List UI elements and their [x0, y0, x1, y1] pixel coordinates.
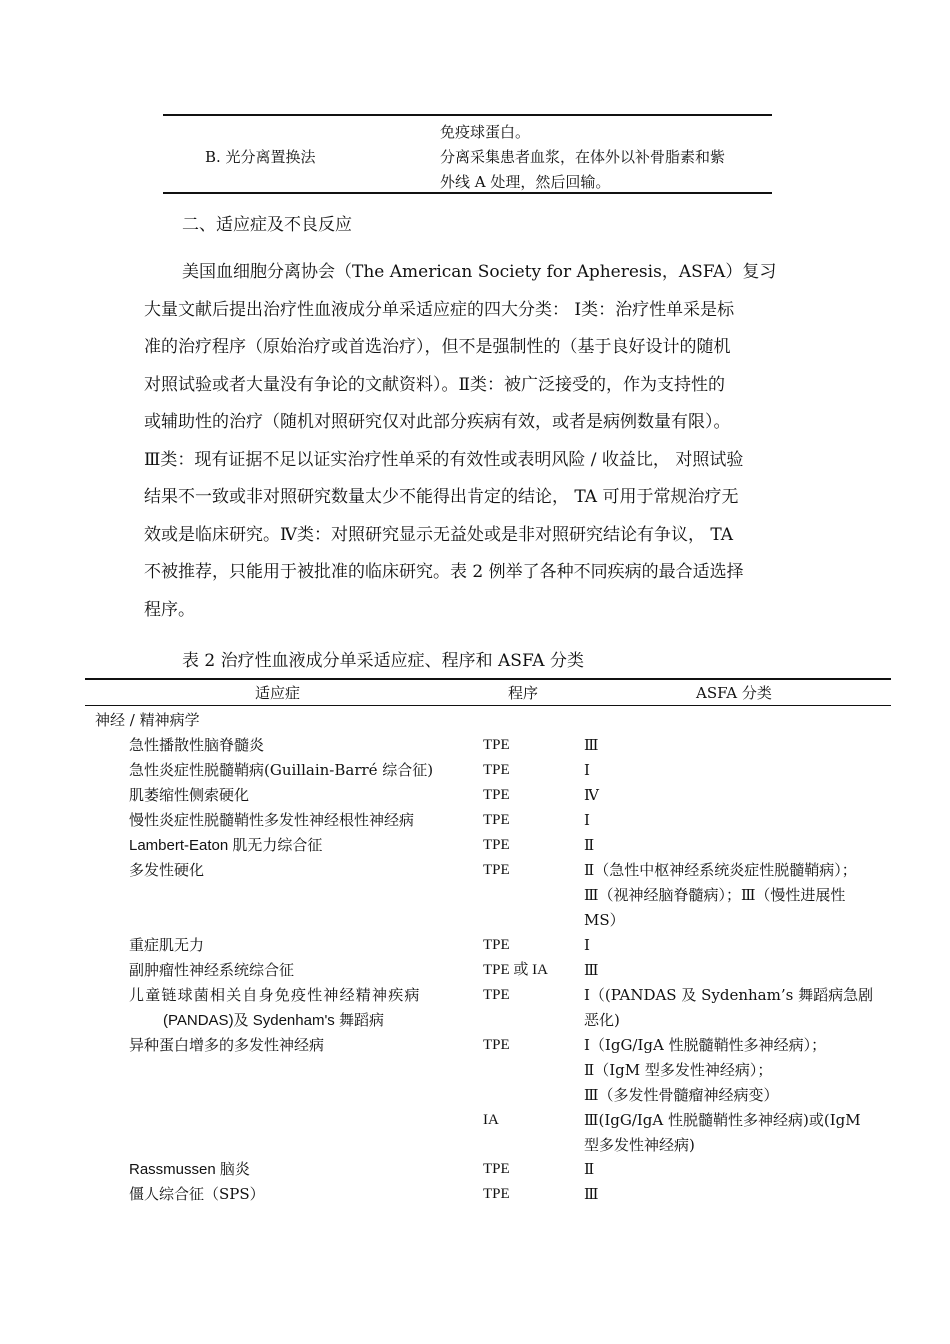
indication-cell: Rassmussen 脑炎: [129, 1161, 250, 1178]
paragraph-line: 对照试验或者大量没有争论的文献资料）。Ⅱ类：被广泛接受的，作为支持性的: [144, 374, 726, 395]
table-cell-method: B. 光分离置换法: [205, 148, 316, 166]
indication-cell: 急性炎症性脱髓鞘病(Guillain-Barré 综合征): [129, 761, 434, 779]
category-label: 神经 / 精神病学: [95, 711, 200, 729]
asfa-cell: MS）: [584, 911, 625, 929]
indication-cell: (PANDAS)及 Sydenham's 舞蹈病: [163, 1012, 384, 1029]
asfa-cell: Ⅱ（IgM 型多发性神经病）；: [584, 1061, 773, 1079]
paragraph-line: 程序。: [144, 599, 195, 620]
section-heading: 二、适应症及不良反应: [182, 215, 352, 235]
asfa-cell: Ⅱ: [584, 836, 595, 854]
table-caption: 表 2 治疗性血液成分单采适应症、程序和 ASFA 分类: [182, 651, 584, 671]
table-cell-description: [440, 120, 725, 195]
asfa-cell: Ⅲ: [584, 736, 599, 754]
indication-cell: 僵人综合征（SPS）: [129, 1185, 265, 1203]
paragraph-line: 准的治疗程序（原始治疗或首选治疗），但不是强制性的（基于良好设计的随机: [144, 337, 731, 357]
indication-cell: 慢性炎症性脱髓鞘性多发性神经根性神经病: [129, 811, 415, 829]
procedure-cell: TPE: [483, 837, 510, 853]
indication-cell: 儿童链球菌相关自身免疫性神经精神疾病: [129, 986, 421, 1004]
procedure-cell: TPE: [483, 1161, 510, 1177]
indication-cell: 急性播散性脑脊髓炎: [129, 736, 265, 754]
paragraph-line: 大量文献后提出治疗性血液成分单采适应症的四大分类： Ⅰ类：治疗性单采是标: [144, 299, 735, 320]
asfa-cell: Ⅰ（IgG/IgA 性脱髓鞘性多神经病）；: [584, 1036, 827, 1054]
asfa-cell: Ⅰ: [584, 936, 590, 954]
continued-table: [163, 114, 772, 194]
asfa-cell: Ⅳ: [584, 786, 599, 804]
indication-cell: Lambert-Eaton 肌无力综合征: [129, 837, 323, 854]
asfa-cell: Ⅲ: [584, 961, 599, 979]
procedure-cell: TPE: [483, 737, 510, 753]
procedure-cell: TPE: [483, 1186, 510, 1202]
asfa-cell: Ⅲ: [584, 1185, 599, 1203]
header-rule: [85, 705, 891, 706]
description-line: 外线 A 处理，然后回输。: [440, 173, 611, 191]
paragraph-line: 结果不一致或非对照研究数量太少不能得出肯定的结论， TA 可用于常规治疗无: [144, 487, 739, 507]
paragraph-line: 效或是临床研究。Ⅳ类：对照研究显示无益处或是非对照研究结论有争议， TA: [144, 524, 734, 545]
header-asfa: ASFA 分类: [696, 684, 772, 702]
procedure-cell: TPE: [483, 937, 510, 953]
paragraph-line: 不被推荐，只能用于被批准的临床研究。表 2 例举了各种不同疾病的最合适选择: [144, 562, 744, 582]
asfa-cell: Ⅰ: [584, 811, 590, 829]
indication-cell: 副肿瘤性神经系统综合征: [129, 961, 295, 979]
description-line: 分离采集患者血浆，在体外以补骨脂素和紫: [440, 148, 726, 166]
asfa-cell: Ⅱ: [584, 1160, 595, 1178]
asfa-cell: Ⅰ（(PANDAS 及 Sydenham’s 舞蹈病急剧: [584, 986, 874, 1004]
body-paragraph: [144, 254, 814, 629]
procedure-cell: TPE: [483, 762, 510, 778]
header-procedure: 程序: [508, 684, 539, 702]
procedure-cell: TPE 或 IA: [483, 962, 548, 978]
asfa-cell: Ⅲ（多发性骨髓瘤神经病变）: [584, 1086, 779, 1104]
paragraph-line: 或辅助性的治疗（随机对照研究仅对此部分疾病有效，或者是病例数量有限）。: [144, 412, 731, 432]
procedure-cell: TPE: [483, 1037, 510, 1053]
procedure-cell: TPE: [483, 812, 510, 828]
procedure-cell: TPE: [483, 787, 510, 803]
header-indication: 适应症: [255, 684, 301, 702]
indication-cell: 多发性硬化: [129, 861, 205, 879]
asfa-cell: Ⅰ: [584, 761, 590, 779]
indication-cell: 肌萎缩性侧索硬化: [129, 786, 250, 804]
asfa-cell: Ⅱ（急性中枢神经系统炎症性脱髓鞘病）；: [584, 861, 857, 879]
paragraph-line: Ⅲ类：现有证据不足以证实治疗性单采的有效性或表明风险 / 收益比， 对照试验: [144, 449, 744, 470]
procedure-cell: TPE: [483, 862, 510, 878]
procedure-cell: IA: [483, 1112, 499, 1128]
table-top-rule: [85, 678, 891, 680]
indication-cell: 重症肌无力: [129, 936, 205, 954]
procedure-cell: TPE: [483, 987, 510, 1003]
indication-cell: 异种蛋白增多的多发性神经病: [129, 1036, 325, 1054]
asfa-cell: Ⅲ(IgG/IgA 性脱髓鞘性多神经病)或(IgM: [584, 1111, 861, 1129]
paragraph-line: 美国血细胞分离协会（The American Society for Apheresis，ASFA）复习: [182, 262, 777, 282]
asfa-cell: 型多发性神经病): [584, 1136, 695, 1154]
asfa-cell: 恶化): [584, 1011, 620, 1029]
asfa-cell: Ⅲ（视神经脑脊髓病）；Ⅲ（慢性进展性: [584, 886, 846, 904]
description-line: 免疫球蛋白。: [440, 123, 531, 141]
